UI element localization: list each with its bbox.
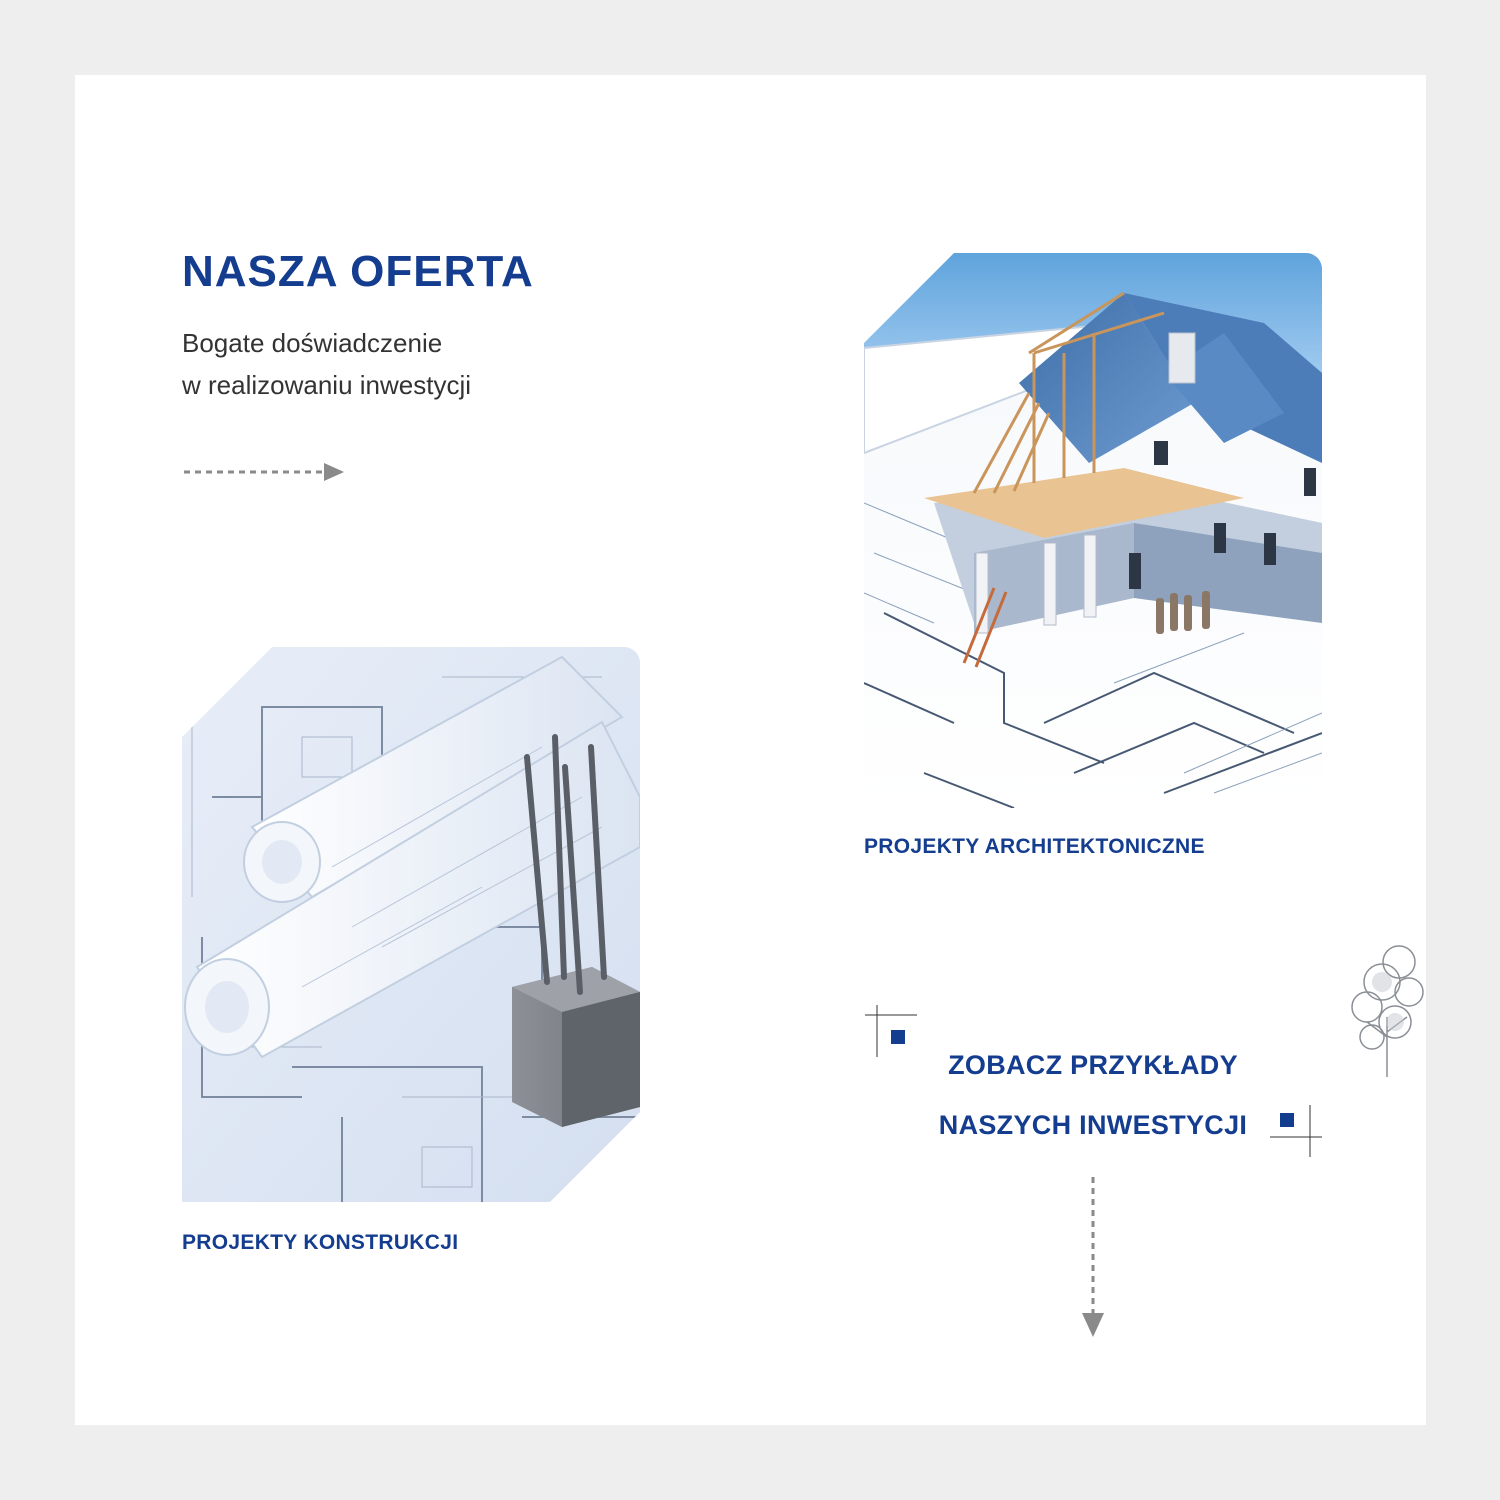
cta-text[interactable] xyxy=(865,1035,1321,1155)
page-subtitle xyxy=(182,322,471,406)
subtitle-line-2: w realizowaniu inwestycji xyxy=(182,370,471,400)
blueprints-image xyxy=(182,647,640,1202)
offer-panel xyxy=(75,75,1426,1425)
architecture-project-card[interactable] xyxy=(864,253,1322,808)
construction-card-label[interactable]: PROJEKTY KONSTRUKCJI xyxy=(182,1231,459,1254)
architecture-card-label[interactable]: PROJEKTY ARCHITEKTONICZNE xyxy=(864,835,1205,858)
cta-line-2: NASZYCH INWESTYCJI xyxy=(938,1110,1248,1140)
dashed-arrow-down-icon[interactable] xyxy=(1078,1175,1108,1350)
corner-square-marker-icon xyxy=(1270,1105,1322,1162)
dashed-arrow-right-icon[interactable] xyxy=(182,460,352,489)
house-model-image xyxy=(864,253,1322,808)
page-title: NASZA OFERTA xyxy=(182,247,534,296)
subtitle-line-1: Bogate doświadczenie xyxy=(182,328,443,358)
cta-line-1: ZOBACZ PRZYKŁADY xyxy=(948,1050,1238,1080)
construction-project-card[interactable] xyxy=(182,647,640,1202)
tree-sketch-icon xyxy=(1337,937,1426,1092)
investments-cta[interactable] xyxy=(865,1005,1321,1165)
